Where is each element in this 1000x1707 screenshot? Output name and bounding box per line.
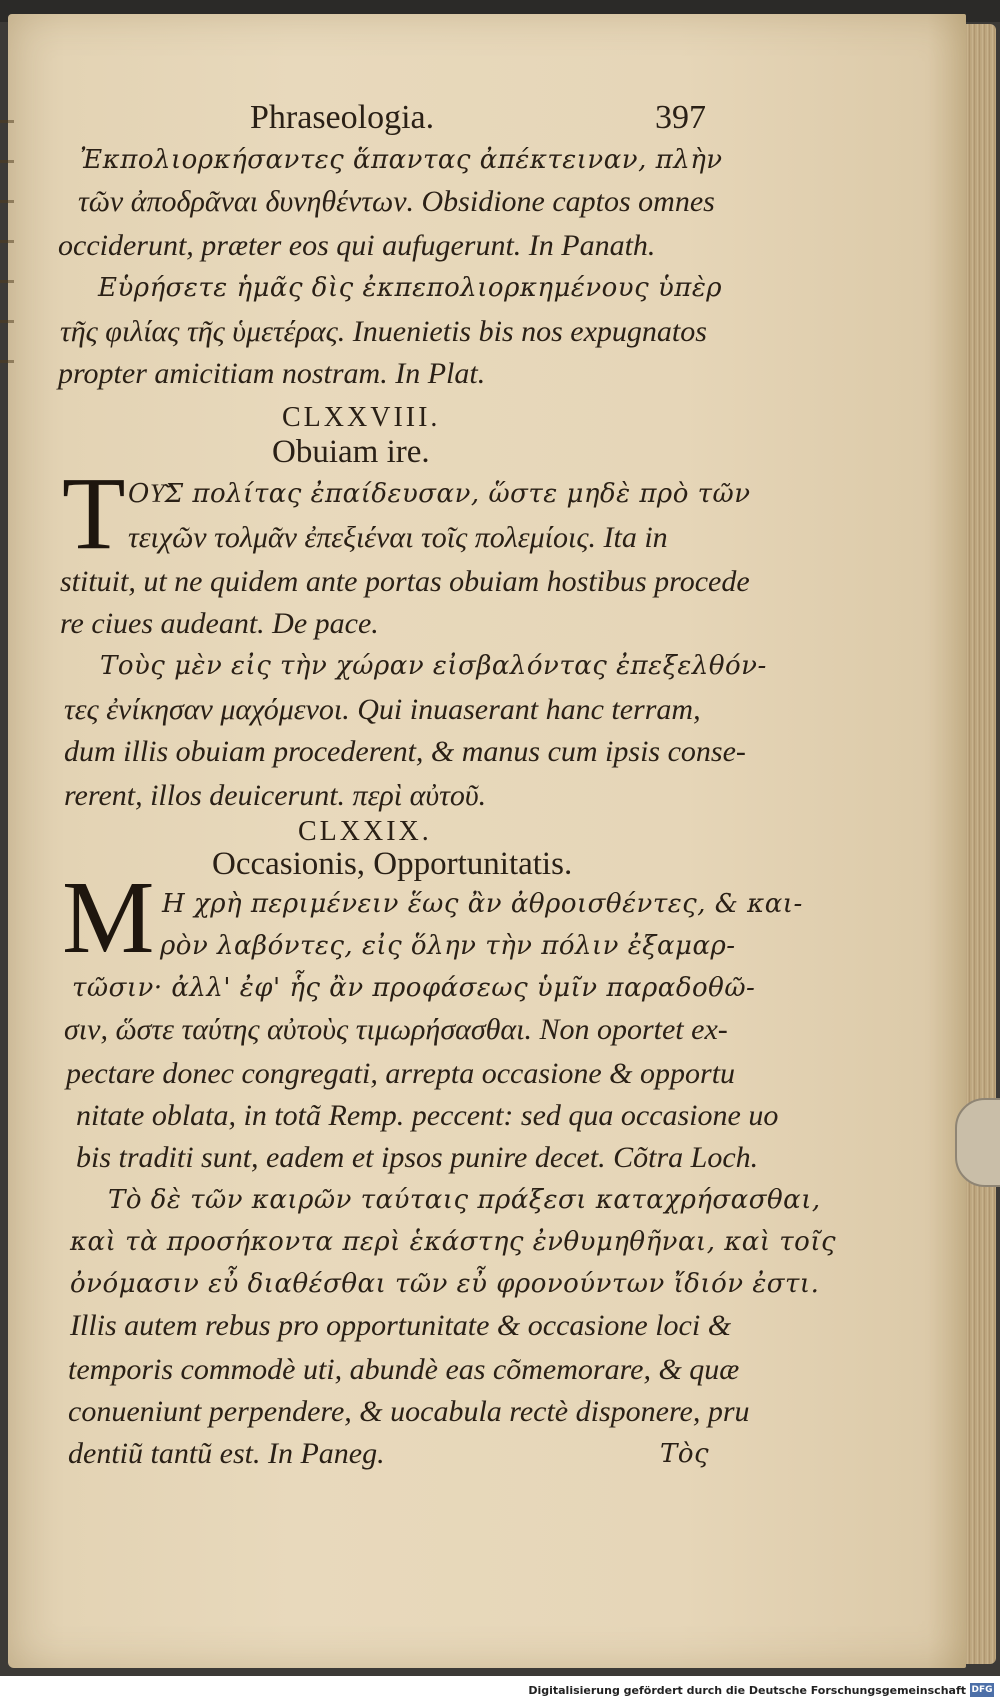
page-fore-edge xyxy=(966,24,996,1664)
dfg-logo-icon: DFG xyxy=(971,1685,993,1695)
text-line: ρὸν λαβόντες, εἰς ὅλην τὴν πόλιν ἐξαμαρ- xyxy=(160,931,736,961)
text-line: dum illis obuiam procederent, & manus cum ipsis conse- xyxy=(64,735,746,768)
text-line: σιν, ὥστε ταύτης αὐτοὺς τιμωρήσασθαι. Non oportet ex- xyxy=(64,1013,728,1046)
section-title: Occasionis, Opportunitatis. xyxy=(212,846,573,882)
text-line: Εὑρήσετε ἡμᾶς δὶς ἐκπεπολιορκημένους ὑπὲρ xyxy=(98,273,723,303)
footer-credit: Digitalisierung gefördert durch die Deutsche Forschungsgemeinschaft xyxy=(528,1684,966,1697)
text-line: Τοὺς μὲν εἰς τὴν χώραν εἰσβαλόντας ἐπεξελθόν- xyxy=(100,651,767,681)
running-header: Phraseologia. xyxy=(250,99,435,136)
text-line: stituit, ut ne quidem ante portas obuiam hostibus procede xyxy=(60,565,750,598)
text-line: rerent, illos deuicerunt. περὶ αὐτοῦ. xyxy=(64,779,487,812)
text-line: τειχῶν τολμᾶν ἐπεξιέναι τοῖς πολεμίοις. Ita in xyxy=(128,521,668,554)
text-line: καὶ τὰ προσήκοντα περὶ ἑκάστης ἐνθυμηθῆναι, καὶ τοῖς xyxy=(70,1227,837,1257)
text-line: ὀνόμασιν εὖ διαθέσθαι τῶν εὖ φρονούντων ἴδιόν ἐστι. xyxy=(70,1269,820,1299)
section-number: CLXXIX. xyxy=(298,816,432,847)
section-number: CLXXVIII. xyxy=(282,402,441,433)
text-line: ΟΥ͂Σ πολίτας ἐπαίδευσαν, ὥστε μηδὲ πρὸ τῶν xyxy=(128,479,751,509)
drop-initial: M xyxy=(62,860,155,975)
catchword: Τὸς xyxy=(660,1439,710,1469)
text-line: propter amicitiam nostram. In Plat. xyxy=(58,357,486,390)
text-line: Ἐκπολιορκήσαντες ἅπαντας ἀπέκτειναν, πλὴν xyxy=(80,145,723,175)
section-title: Obuiam ire. xyxy=(272,434,430,470)
footer-bar xyxy=(0,1676,1000,1707)
text-line: Τὸ δὲ τῶν καιρῶν ταύταις πράξεσι καταχρήσασθαι, xyxy=(108,1185,821,1215)
text-line: Η χρὴ περιμένειν ἕως ἂν ἀθροισθέντες, & και- xyxy=(162,889,803,919)
page-number: 397 xyxy=(655,99,706,136)
text-line: pectare donec congregati, arrepta occasione & opportu xyxy=(66,1057,736,1090)
text-line: conueniunt perpendere, & uocabula rectè disponere, pru xyxy=(68,1395,750,1428)
text-line: τῆς φιλίας τῆς ὑμετέρας. Inuenietis bis nos expugnatos xyxy=(60,315,707,348)
text-line: occiderunt, præter eos qui aufugerunt. In Panath. xyxy=(58,229,656,262)
text-line: dentiũ tantũ est. In Paneg. xyxy=(68,1437,385,1470)
text-line: nitate oblata, in totã Remp. peccent: sed qua occasione uo xyxy=(76,1099,779,1132)
text-line: τῶσιν· ἀλλ' ἐφ' ἧς ἂν προφάσεως ὑμῖν παραδοθῶ- xyxy=(72,973,756,1003)
text-line: τῶν ἀποδρᾶναι δυνηθέντων. Obsidione captos omnes xyxy=(78,185,715,218)
drop-initial: T xyxy=(62,456,126,571)
text-line: re ciues audeant. De pace. xyxy=(60,607,379,640)
text-line: bis traditi sunt, eadem et ipsos punire decet. Cõtra Loch. xyxy=(76,1141,759,1174)
text-line: temporis commodè uti, abundè eas cõmemorare, & quæ xyxy=(68,1353,740,1386)
bookmark-tab xyxy=(955,1098,1000,1187)
text-line: τες ἐνίκησαν μαχόμενοι. Qui inuaserant hanc terram, xyxy=(64,693,701,726)
text-line: Illis autem rebus pro opportunitate & occasione loci & xyxy=(70,1309,732,1342)
